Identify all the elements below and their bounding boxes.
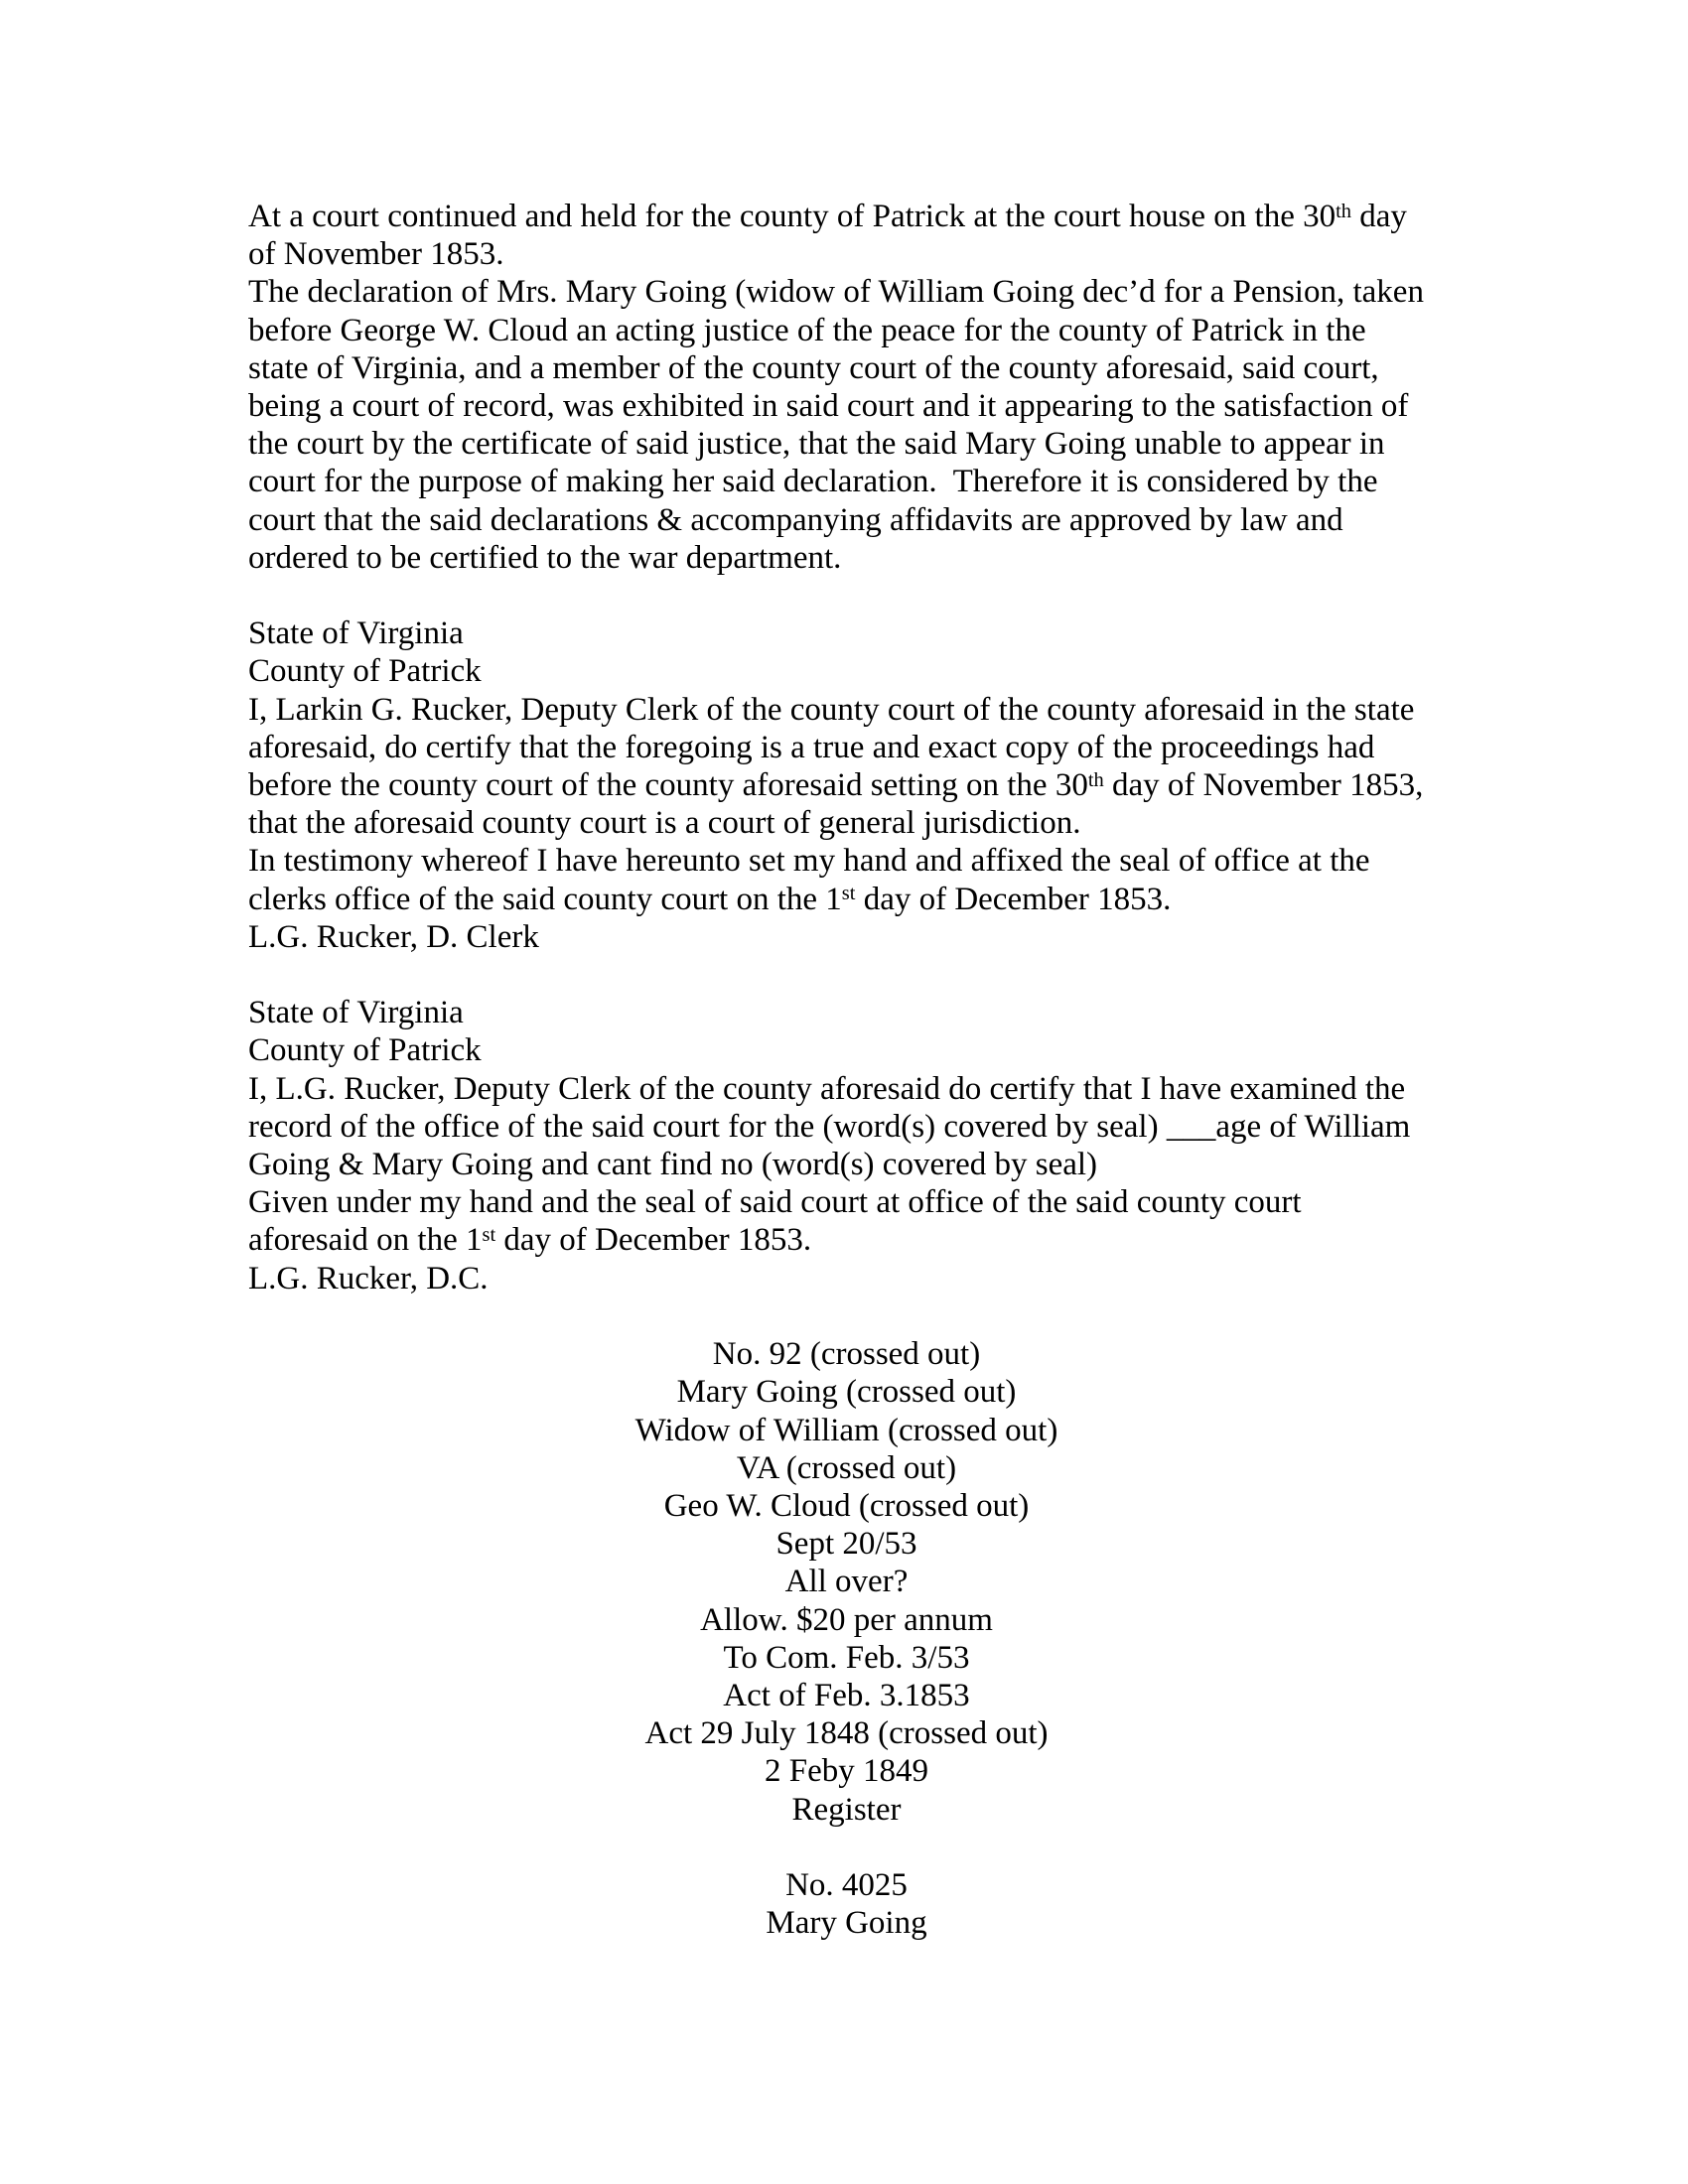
text-line: clerks office of the said county court on the 1st day of December 1853.: [248, 881, 1172, 917]
blank-line: [248, 1297, 1445, 1335]
text-line: No. 4025: [785, 1866, 908, 1903]
text-line: state of Virginia, and a member of the county court of the county aforesaid, said court,: [248, 349, 1379, 386]
text-line: In testimony whereof I have hereunto set my hand and affixed the seal of office at the: [248, 843, 1370, 880]
text-line: The declaration of Mrs. Mary Going (widow of William Going dec’d for a Pension, taken: [248, 274, 1424, 311]
ordinal-superscript: th: [1087, 768, 1104, 791]
text-line: I, Larkin G. Rucker, Deputy Clerk of the county court of the county aforesaid in the state: [248, 691, 1415, 728]
text-line: Allow. $20 per annum: [700, 1601, 993, 1638]
text-line: State of Virginia: [248, 995, 464, 1031]
text-line: All over?: [784, 1564, 909, 1600]
text-line: Widow of William (crossed out): [634, 1412, 1058, 1448]
text-line: of November 1853.: [248, 236, 504, 273]
blank-line: [248, 956, 1445, 994]
text-line: L.G. Rucker, D. Clerk: [248, 918, 539, 955]
ordinal-superscript: st: [482, 1224, 496, 1247]
text-line: before George W. Cloud an acting justice of the peace for the county of Patrick in the: [248, 312, 1366, 348]
text-line: State of Virginia: [248, 615, 464, 652]
text-line: No. 92 (crossed out): [712, 1336, 981, 1373]
text-line: being a court of record, was exhibited in said court and it appearing to the satisfaction of: [248, 388, 1409, 425]
ordinal-superscript: st: [841, 883, 856, 905]
text-line: court that the said declarations & accompanying affidavits are approved by law and: [248, 501, 1343, 538]
text-line: Mary Going (crossed out): [676, 1374, 1017, 1411]
text-line: VA (crossed out): [736, 1449, 957, 1486]
text-line: Geo W. Cloud (crossed out): [663, 1487, 1030, 1524]
text-line: I, L.G. Rucker, Deputy Clerk of the county aforesaid do certify that I have examined the: [248, 1070, 1406, 1107]
text-line: Register: [791, 1791, 902, 1828]
text-line: 2 Feby 1849: [765, 1753, 928, 1790]
text-line: Going & Mary Going and cant find no (word(s) covered by seal): [248, 1147, 1098, 1183]
ordinal-superscript: th: [1336, 200, 1352, 222]
text-line: County of Patrick: [248, 653, 482, 690]
text-line: County of Patrick: [248, 1032, 482, 1069]
text-line: Sept 20/53: [775, 1526, 917, 1563]
text-line: aforesaid, do certify that the foregoing is a true and exact copy of the proceedings had: [248, 729, 1375, 765]
text-line: ordered to be certified to the war department.: [248, 539, 842, 576]
text-line: record of the office of the said court for the (word(s) covered by seal) ___age of William: [248, 1108, 1411, 1145]
text-line: the court by the certificate of said justice, that the said Mary Going unable to appear in: [248, 426, 1385, 463]
text-line: Mary Going: [766, 1905, 927, 1942]
text-line: that the aforesaid county court is a court of general jurisdiction.: [248, 805, 1081, 842]
text-line: aforesaid on the 1st day of December 1853.: [248, 1222, 812, 1259]
document-page: [248, 198, 1445, 1942]
text-line: before the county court of the county aforesaid setting on the 30th day of November 1853,: [248, 767, 1424, 804]
blank-line: [248, 1829, 1445, 1866]
text-line: To Com. Feb. 3/53: [723, 1639, 970, 1676]
text-line: L.G. Rucker, D.C.: [248, 1260, 489, 1297]
text-line: At a court continued and held for the county of Patrick at the court house on the 30th day: [248, 199, 1407, 234]
text-line: Given under my hand and the seal of said court at office of the said county court: [248, 1184, 1302, 1221]
blank-line: [248, 577, 1445, 614]
text-line: Act of Feb. 3.1853: [723, 1677, 970, 1713]
text-line: Act 29 July 1848 (crossed out): [644, 1715, 1049, 1752]
text-line: court for the purpose of making her said declaration. Therefore it is considered by the: [248, 464, 1378, 500]
